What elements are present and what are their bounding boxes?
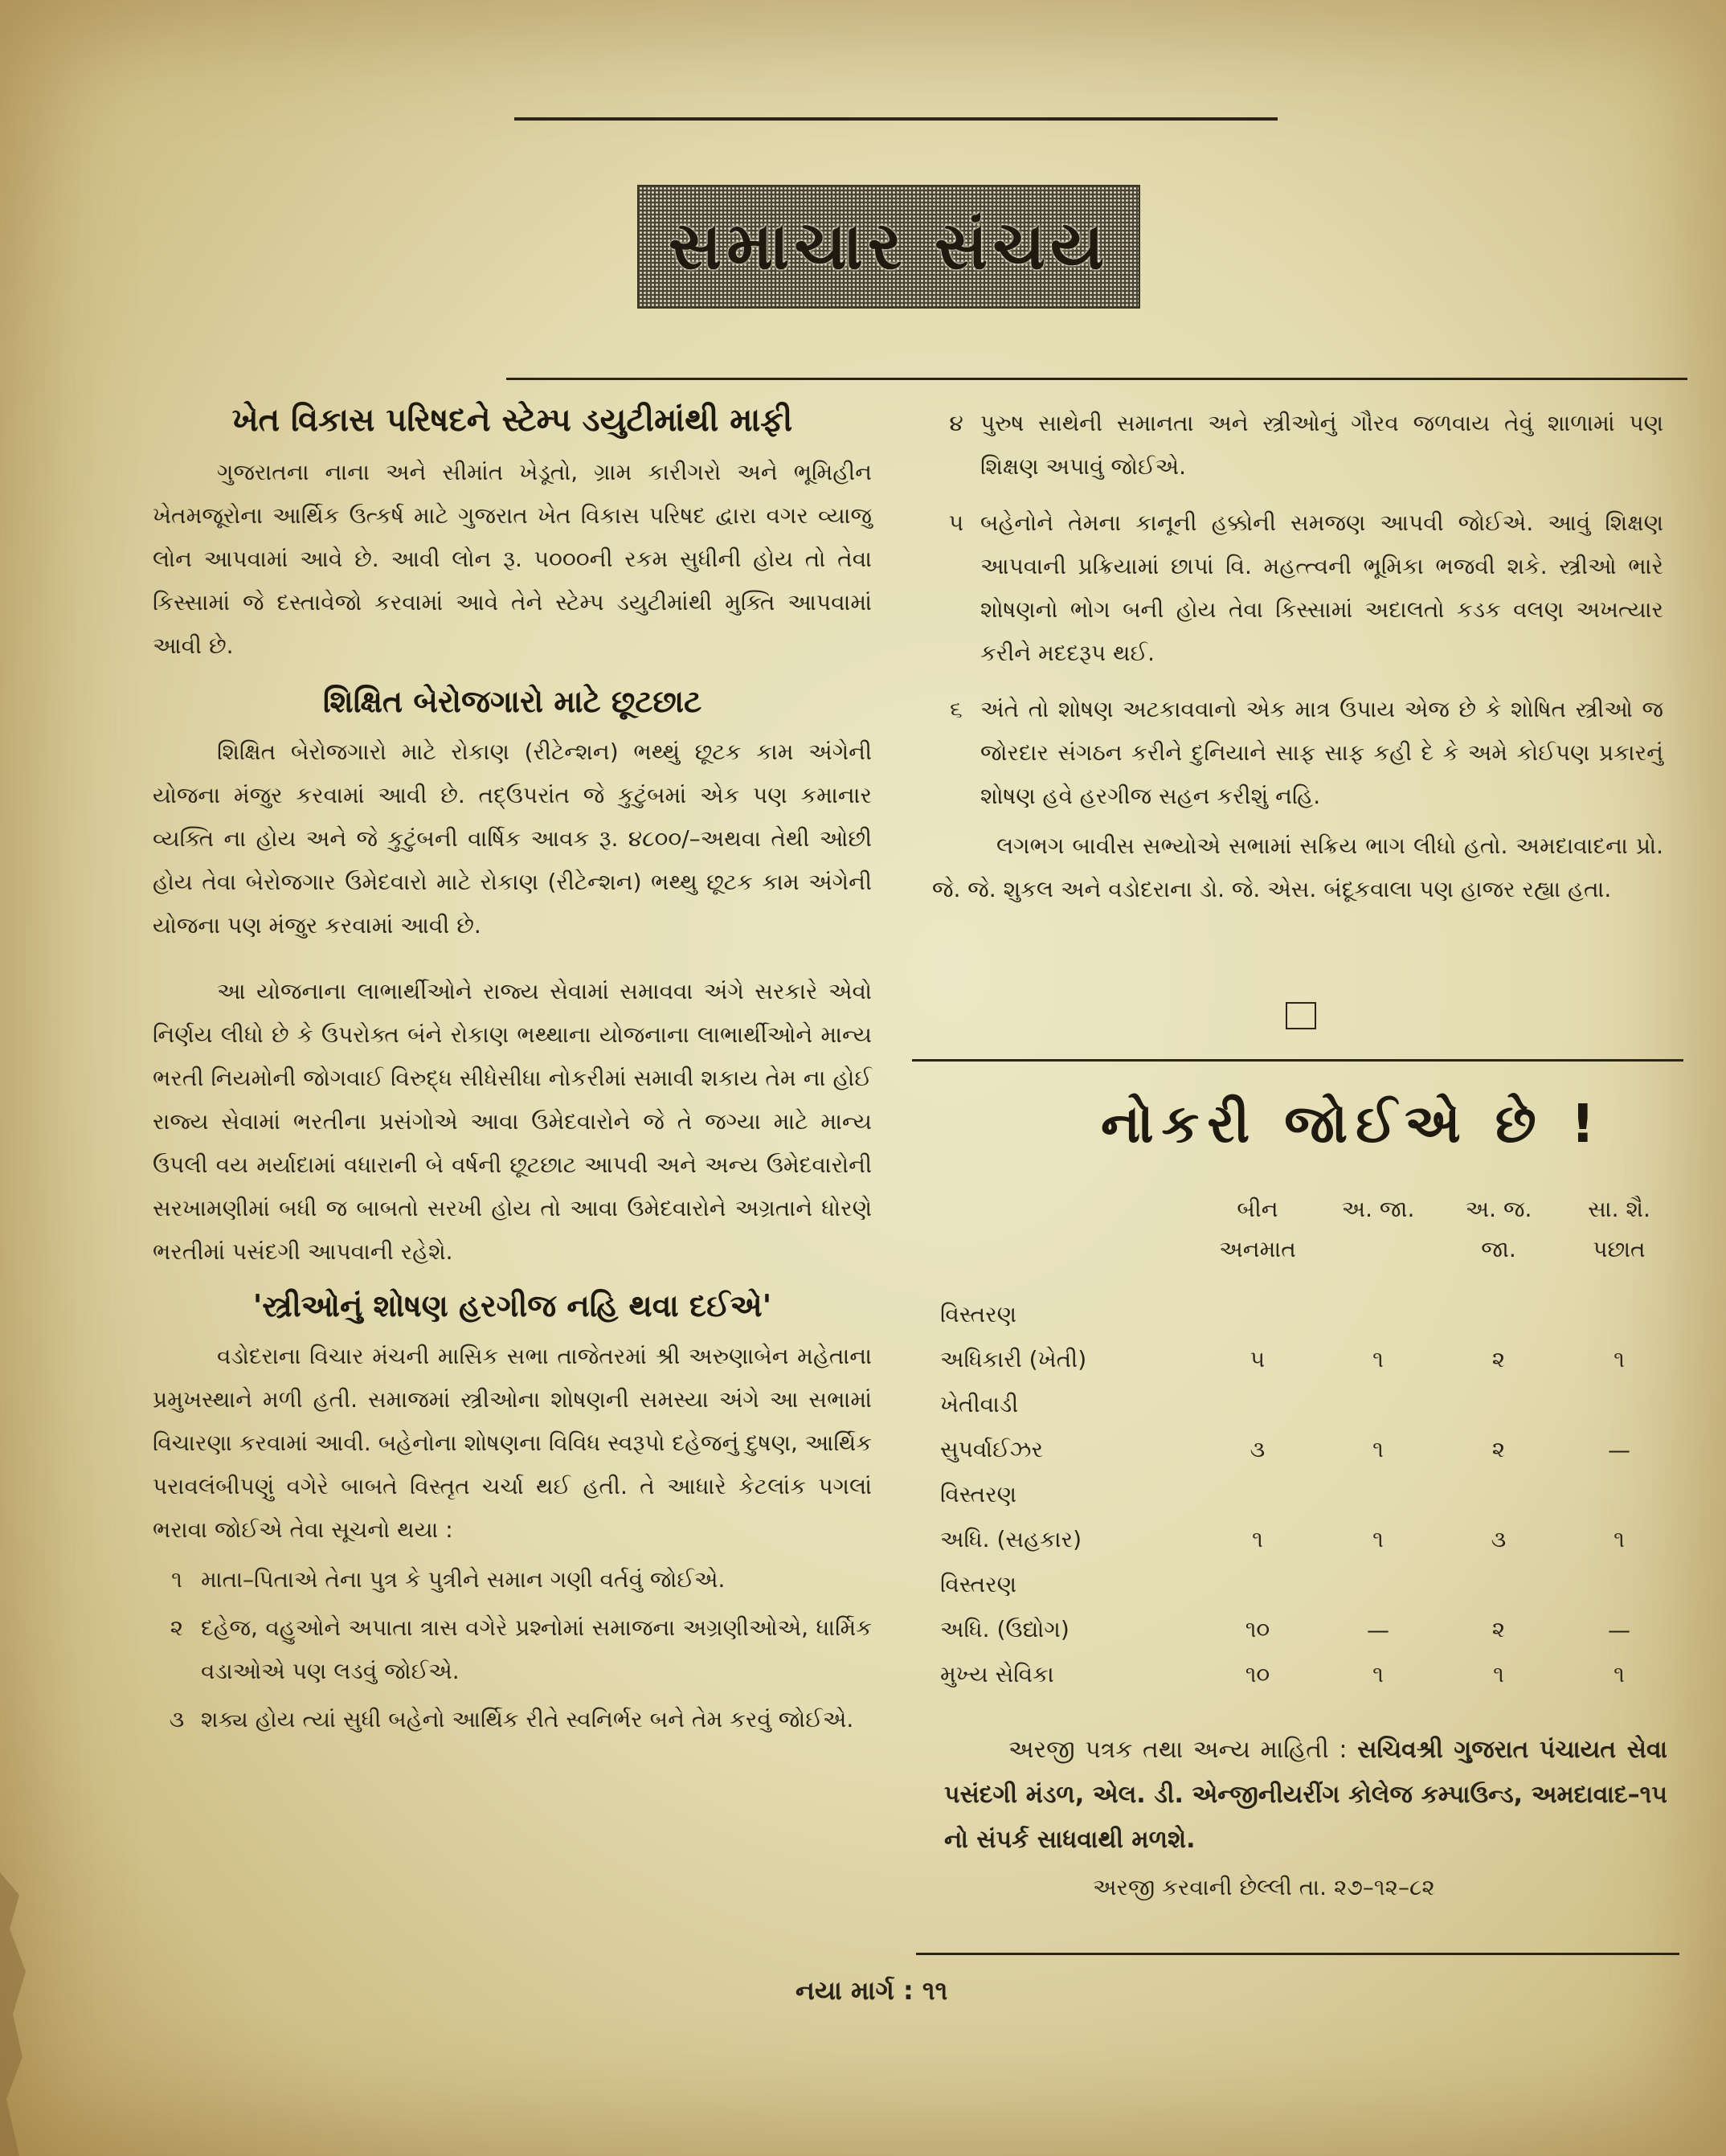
table-cell: ૧ <box>1614 1661 1625 1688</box>
table-cell: ૧ <box>1372 1346 1384 1373</box>
table-row <box>940 1337 1679 1382</box>
contact-lead: અરજી પત્રક તથા અન્ય માહિતી : <box>1008 1736 1348 1764</box>
section3-body: વડોદરાના વિચાર મંચની માસિક સભા તાજેતરમાં શ્રી અરુણાબેન મહેતાના પ્રમુખસ્થાને મળી હતી. સમાજમાં સ્ત્રીઓના શોષણની સમસ્યા અંગે આ સભામાં વિચારણા કરવામાં આવી. બહેનોના શોષણના વિવિધ સ્વરૂપો દહેજનું દુષણ, આર્થિક પરાવલંબીપણું વગેરે બાબતે વિસ્તૃત ચર્ચા થઈ હતી. તે આધારે કેટલાંક પગલાં ભરાવા જોઈએ તેવા સૂચનો થયા : <box>153 1343 872 1543</box>
application-contact <box>944 1728 1667 1863</box>
table-cell: ૧ <box>1614 1526 1625 1553</box>
list-item-text: પુરુષ સાથેની સમાનતા અને સ્ત્રીઓનું ગૌરવ જળવાય તેવું શાળામાં પણ શિક્ષણ અપાવું જોઈએ. <box>980 410 1663 480</box>
top-rule <box>514 117 1278 121</box>
table-cell: ૧ <box>1614 1346 1625 1373</box>
list-item-number: ૨ <box>170 1614 184 1641</box>
jobs-table <box>940 1189 1679 1697</box>
table-cell: ૧૦ <box>1245 1616 1270 1643</box>
table-cell: ૩ <box>1250 1436 1266 1463</box>
section1-body: ગુજરાતના નાના અને સીમાંત ખેડૂતો, ગ્રામ કારીગરો અને ભૂમિહીન ખેતમજૂરોના આર્થિક ઉત્કર્ષ માટે ગુજરાત ખેત વિકાસ પરિષદ દ્વારા વગર વ્યાજુ લોન આપવામાં આવે છે. આવી લોન રૂ. ૫૦૦૦ની રકમ સુધીની હોય તો તેવા કિસ્સામાં જે દસ્તાવેજો કરવામાં આવે તેને સ્ટેમ્પ ડયુટીમાંથી મુક્તિ આપવામાં આવી છે. <box>153 459 872 659</box>
header-sc: અ. જા. <box>1341 1196 1415 1222</box>
list-item <box>153 1698 872 1741</box>
post-name: મુખ્ય સેવિકા <box>940 1661 1054 1688</box>
section2-para1: શિક્ષિત બેરોજગારો માટે રોકાણ (રીટેન્શન) ભથ્થું છૂટક કામ અંગેની યોજના મંજુર કરવામાં આવી છે. તદ્ઉપરાંત જે કુટુંબમાં એક પણ કમાનાર વ્યક્તિ ના હોય અને જે કુટુંબની વાર્ષિક આવક રૂ. ૪૮૦૦/–અથવા તેથી ઓછી હોય તેવા બેરોજગાર ઉમેદવારો માટે રોકાણ (રીટેન્શન) ભથ્થુ છૂટક કામ અંગેની યોજના પણ મંજુર કરવામાં આવી છે. <box>153 738 872 939</box>
table-row <box>940 1652 1679 1697</box>
post-prefix: ખેતીવાડી <box>940 1391 1019 1418</box>
contact-address: સચિવશ્રી ગુજરાત પંચાયત સેવા પસંદગી મંડળ, એલ. ડી. એન્જીનીયરીંગ કોલેજ કમ્પાઉન્ડ, અમદાવાદ–૧૫ નો સંપર્ક સાધવાથી મળશે. <box>944 1736 1667 1854</box>
masthead-title: સમાચાર સંચય <box>668 208 1110 284</box>
table-cell: ૨ <box>1491 1436 1506 1463</box>
list-item <box>932 501 1663 675</box>
header-unreserved: બીન અનમાત <box>1219 1196 1296 1262</box>
table-cell: ૩ <box>1491 1526 1507 1553</box>
list-item-number: ૬ <box>950 696 963 722</box>
right-column <box>932 402 1663 911</box>
table-cell: — <box>1608 1616 1630 1643</box>
table-row <box>940 1517 1679 1562</box>
post-prefix: વિસ્તરણ <box>940 1481 1017 1508</box>
meeting-closing-note: લગભગ બાવીસ સભ્યોએ સભામાં સક્રિય ભાગ લીધો હતો. અમદાવાદના પ્રો. જે. જે. શુકલ અને વડોદરાના ડો. જે. એસ. બંદૂકવાલા પણ હાજર રહ્યા હતા. <box>932 833 1663 902</box>
list-item <box>932 402 1663 489</box>
jobs-bottom-rule <box>916 1953 1679 1955</box>
list-item-text: અંતે તો શોષણ અટકાવવાનો એક માત્ર ઉપાય એજ છે કે શોષિત સ્ત્રીઓ જ જોરદાર સંગઠન કરીને દુનિયાને સાફ સાફ કહી દે કે અમે કોઈપણ પ્રકારનું શોષણ હવે હરગીજ સહન કરીશું નહિ. <box>980 696 1663 809</box>
jobs-title: નોકરી જોઈએ છે ! <box>1101 1093 1603 1155</box>
table-cell: ૧ <box>1493 1661 1504 1688</box>
list-item-number: ૧ <box>171 1566 182 1593</box>
section1-heading: ખેત વિકાસ પરિષદને સ્ટેમ્પ ડયુટીમાંથી માફી <box>231 402 793 439</box>
table-cell: ૧ <box>1372 1526 1384 1553</box>
post-name: અધિ. (ઉદ્યોગ) <box>940 1616 1070 1643</box>
header-sebc: સા. શૈ. પછાત <box>1588 1196 1650 1262</box>
post-prefix: વિસ્તરણ <box>940 1301 1017 1328</box>
masthead-under-rule <box>506 378 1687 380</box>
table-cell: ૨ <box>1491 1616 1506 1643</box>
list-item-number: ૫ <box>948 509 964 536</box>
header-post <box>940 1189 1197 1270</box>
table-header-row <box>940 1189 1679 1270</box>
post-name: અધિકારી (ખેતી) <box>940 1346 1087 1373</box>
list-item-text: માતા–પિતાએ તેના પુત્ર કે પુત્રીને સમાન ગણી વર્તવું જોઈએ. <box>201 1566 726 1593</box>
list-item-number: ૩ <box>169 1706 185 1733</box>
masthead-banner <box>637 185 1140 309</box>
table-row <box>940 1382 1679 1427</box>
section3-heading: 'સ્ત્રીઓનું શોષણ હરગીજ નહિ થવા દઈએ' <box>252 1288 772 1323</box>
torn-edge <box>0 1872 32 2156</box>
table-cell: — <box>1608 1436 1630 1463</box>
table-row <box>940 1270 1679 1337</box>
table-cell: ૧૦ <box>1245 1661 1270 1688</box>
table-cell: ૧ <box>1252 1526 1263 1553</box>
table-cell: — <box>1367 1616 1389 1643</box>
post-name: અધિ. (સહકાર) <box>940 1526 1082 1553</box>
table-row <box>940 1472 1679 1517</box>
application-deadline: અરજી કરવાની છેલ્લી તા. ૨૭–૧૨–૮૨ <box>1093 1874 1435 1900</box>
list-item-text: બહેનોને તેમના કાનૂની હક્કોની સમજણ આપવી જોઈએ. આવું શિક્ષણ આપવાની પ્રક્રિયામાં છાપાં વિ. મહત્ત્વની ભૂમિકા ભજવી શકે. સ્ત્રીઓ ભારે શોષણનો ભોગ બની હોય તેવા કિસ્સામાં અદાલતો કડક વલણ અખત્યાર કરીને મદદરૂપ થઈ. <box>980 509 1663 666</box>
section2-para2: આ યોજનાના લાભાર્થીઓને રાજ્ય સેવામાં સમાવવા અંગે સરકારે એવો નિર્ણય લીધો છે કે ઉપરોક્ત બંને રોકાણ ભથ્થાના યોજનાના લાભાર્થીઓને માન્ય ભરતી નિયમોની જોગવાઈ વિરુદ્ધ સીધેસીધા નોકરીમાં સમાવી શકાય તેમ ના હોઈ રાજ્ય સેવામાં ભરતીના પ્રસંગોએ આવા ઉમેદવારોને જે તે જગ્યા માટે માન્ય ઉપલી વય મર્યાદામાં વધારાની બે વર્ષની છૂટછાટ આપવી અને અન્ય ઉમેદવારોની સરખામણીમાં બધી જ બાબતો સરખી હોય તો આવા ઉમેદવારોને અગ્રતાને ધોરણે ભરતીમાં પસંદગી આપવાની રહેશે. <box>153 978 872 1265</box>
table-cell: ૧ <box>1372 1661 1384 1688</box>
list-item-text: દહેજ, વહુઓને અપાતા ત્રાસ વગેરે પ્રશ્નોમાં સમાજના અગ્રણીઓએ, ધાર્મિક વડાઓએ પણ લડવું જોઈએ. <box>201 1614 872 1684</box>
post-name: સુપર્વાઈઝર <box>940 1436 1043 1463</box>
table-row <box>940 1607 1679 1652</box>
table-cell: ૫ <box>1250 1346 1266 1373</box>
table-row <box>940 1562 1679 1607</box>
suggestions-list <box>153 1558 872 1741</box>
list-item-number: ૪ <box>949 410 963 436</box>
section2-heading: શિક્ષિત બેરોજગારો માટે છૂટછાટ <box>322 684 702 719</box>
jobs-top-rule <box>912 1059 1683 1062</box>
end-mark <box>1286 1002 1316 1029</box>
list-item <box>932 688 1663 818</box>
header-st: અ. જ. જા. <box>1465 1196 1532 1262</box>
table-cell: ૧ <box>1372 1436 1384 1463</box>
list-item-text: શક્ય હોય ત્યાં સુધી બહેનો આર્થિક રીતે સ્વનિર્ભર બને તેમ કરવું જોઈએ. <box>201 1706 854 1733</box>
table-row <box>940 1427 1679 1472</box>
table-cell: ૨ <box>1491 1346 1506 1373</box>
page-footer: નયા માર્ગ : ૧૧ <box>796 1975 948 2006</box>
post-prefix: વિસ્તરણ <box>940 1571 1017 1598</box>
list-item <box>153 1606 872 1693</box>
left-column <box>153 390 872 1741</box>
list-item <box>153 1558 872 1602</box>
